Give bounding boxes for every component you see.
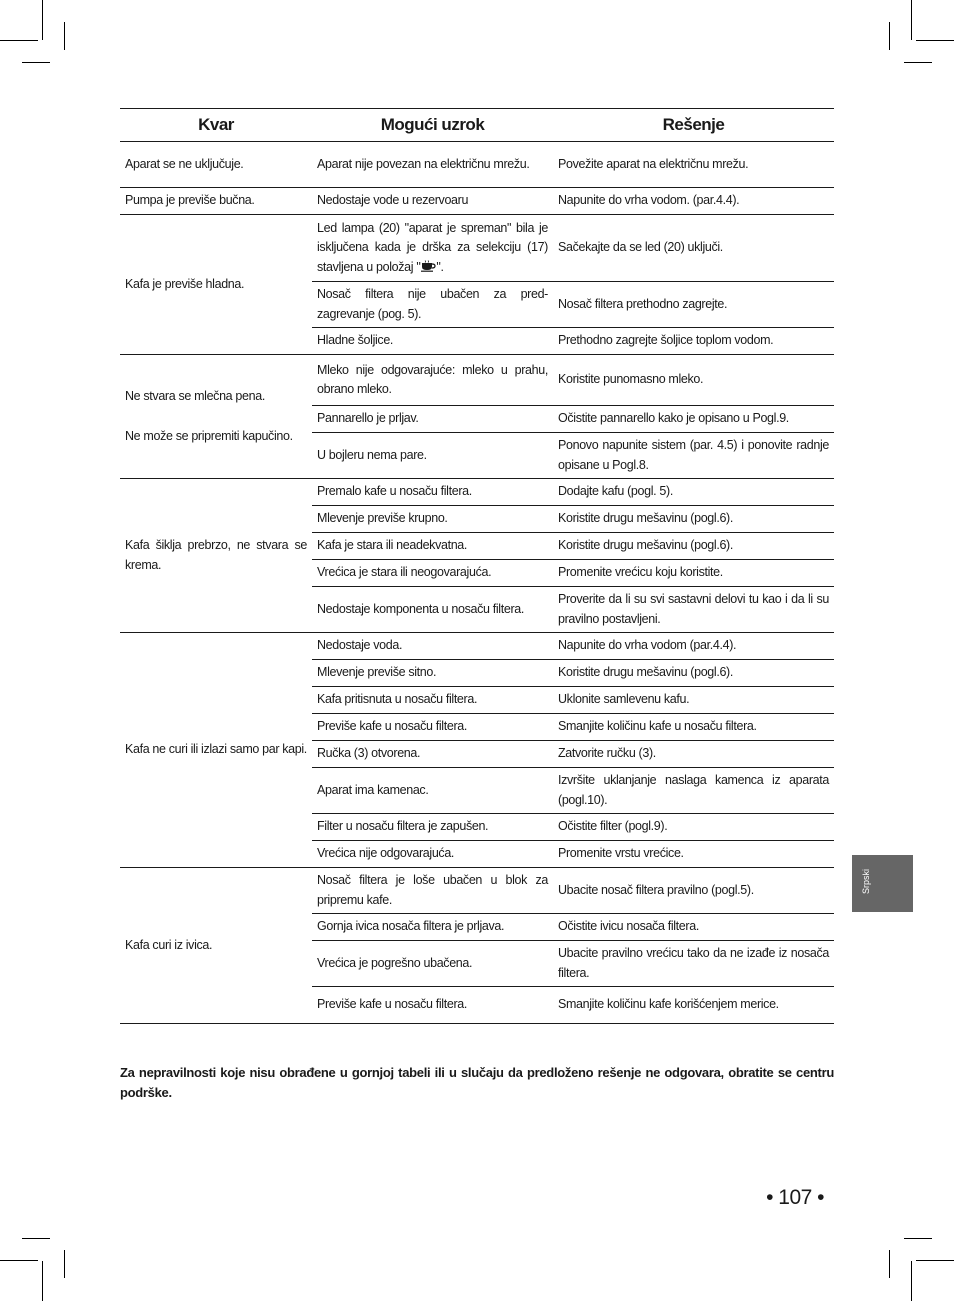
solution-cell: Izvršite uklanjanje naslaga kamenca iz aparata (pogl.10). [553,768,834,814]
solution-cell: Promenite vrećicu koju koristite. [553,560,834,587]
solution-cell: Zatvorite ručku (3). [553,741,834,768]
crop-mark [22,62,50,63]
table-row [120,868,834,914]
crop-mark [64,1250,65,1278]
cause-cell [312,215,553,282]
solution-cell: Uklonite samlevenu kafu. [553,687,834,714]
fault-cell [120,188,312,215]
cause-cell: Previše kafe u nosaču filtera. [312,987,553,1024]
solution-cell: Očistite pannarello kako je opisano u Pogl.9. [553,406,834,433]
cause-cell: Vrećica nije odgovarajuća. [312,841,553,868]
page-number: • 107 • [766,1186,824,1209]
solution-cell: Nosač filtera prethodno zagrejte. [553,282,834,328]
cause-cell: Previše kafe u nosaču filtera. [312,714,553,741]
cause-text-suffix: ". [436,259,444,274]
solution-cell: Ponovo napunite sistem (par. 4.5) i ponovite radnje opisane u Pogl.8. [553,433,834,479]
table-row [120,215,834,282]
fault-cell [120,868,312,1024]
cause-cell: Nedostaje voda. [312,633,553,660]
fault-text: Pumpa je previše bučna. [125,193,255,208]
fault-text: Kafa šiklja prebrzo, ne stvara se krema. [125,538,307,572]
crop-mark [911,1261,912,1301]
crop-mark [889,22,890,50]
solution-cell: Koristite drugu mešavinu (pogl.6). [553,533,834,560]
fault-text: Ne može se pripremiti kapučino. [125,428,293,443]
cause-cell: Vrećica je pogrešno ubačena. [312,941,553,987]
language-tab-label: Srpski [861,868,871,894]
solution-cell: Smanjite količinu kafe u nosaču filtera. [553,714,834,741]
solution-cell: Dodajte kafu (pogl. 5). [553,479,834,506]
crop-mark [42,1261,43,1301]
cause-cell: Premalo kafe u nosaču filtera. [312,479,553,506]
solution-cell: Koristite punomasno mleko. [553,355,834,406]
cause-cell: Mlevenje previše krupno. [312,506,553,533]
coffee-cup-icon [420,260,436,272]
fault-text: Kafa je previše hladna. [125,276,245,291]
header-cause: Mogući uzrok [312,109,553,142]
table-row [120,633,834,660]
fault-cell [120,633,312,868]
cause-cell: Mlevenje previše sitno. [312,660,553,687]
crop-mark [889,1250,890,1278]
troubleshooting-table [120,108,834,1024]
crop-mark [22,1238,50,1239]
solution-cell: Ubacite pravilno vrećicu tako da ne izađe iz nosača filtera. [553,941,834,987]
solution-cell: Sačekajte da se led (20) uključi. [553,215,834,282]
fault-cell [120,142,312,188]
solution-cell: Promenite vrstu vrećice. [553,841,834,868]
cause-cell: Hladne šoljice. [312,328,553,355]
table-header-row [120,109,834,142]
fault-text: Aparat se ne uključuje. [125,156,244,171]
crop-mark [916,1260,954,1261]
crop-mark [916,40,954,41]
support-note: Za nepravilnosti koje nisu obrađene u gornjoj tabeli ili u slučaju da predloženo rešenje ne odgovara, obratite se centru podrške. [120,1065,834,1100]
cause-cell: Nosač filtera nije ubačen za pred-zagrevanje (pog. 5). [312,282,553,328]
crop-mark [42,0,43,40]
fault-text: Kafa curi iz ivica. [125,937,213,952]
crop-mark [911,0,912,40]
solution-cell: Smanjite količinu kafe korišćenjem merice. [553,987,834,1024]
solution-cell: Očistite ivicu nosača filtera. [553,914,834,941]
cause-cell: Pannarello je prljav. [312,406,553,433]
table-row [120,188,834,215]
header-fault: Kvar [120,109,312,142]
cause-cell: Aparat nije povezan na električnu mrežu. [312,142,553,188]
fault-text: Ne stvara se mlečna pena. [125,389,265,403]
crop-mark [904,1238,932,1239]
cause-cell: Mleko nije odgovarajuće: mleko u prahu, obrano mleko. [312,355,553,406]
fault-cell [120,479,312,633]
solution-cell: Proverite da li su svi sastavni delovi tu kao i da li su pravilno postavljeni. [553,587,834,633]
cause-cell: Filter u nosaču filtera je zapušen. [312,814,553,841]
language-side-tab [852,855,913,912]
cause-cell: Nedostaje komponenta u nosaču filtera. [312,587,553,633]
solution-cell: Očistite filter (pogl.9). [553,814,834,841]
header-solution: Rešenje [553,109,834,142]
solution-cell: Povežite aparat na električnu mrežu. [553,142,834,188]
cause-cell: Aparat ima kamenac. [312,768,553,814]
fault-cell [120,215,312,355]
crop-mark [64,22,65,50]
cause-text: Led lampa (20) "aparat je spreman" bila je isključena kada je drška za selekciju (17) stavljena u položaj " [317,220,548,274]
crop-mark [0,40,38,41]
crop-mark [0,1260,38,1261]
cause-cell: Vrećica je stara ili neogovarajuća. [312,560,553,587]
solution-cell: Koristite drugu mešavinu (pogl.6). [553,506,834,533]
solution-cell: Prethodno zagrejte šoljice toplom vodom. [553,328,834,355]
table-row [120,142,834,188]
fault-text: Kafa ne curi ili izlazi samo par kapi. [125,742,307,757]
cause-cell: Kafa je stara ili neadekvatna. [312,533,553,560]
cause-cell: Nosač filtera je loše ubačen u blok za pripremu kafe. [312,868,553,914]
cause-cell: Kafa pritisnuta u nosaču filtera. [312,687,553,714]
solution-cell: Napunite do vrha vodom (par.4.4). [553,633,834,660]
cause-cell: Ručka (3) otvorena. [312,741,553,768]
solution-cell: Napunite do vrha vodom. (par.4.4). [553,188,834,215]
solution-cell: Ubacite nosač filtera pravilno (pogl.5). [553,868,834,914]
table-row [120,355,834,406]
cause-cell: Gornja ivica nosača filtera je prljava. [312,914,553,941]
table-row [120,479,834,506]
cause-cell: Nedostaje vode u rezervoaru [312,188,553,215]
solution-cell: Koristite drugu mešavinu (pogl.6). [553,660,834,687]
cause-cell: U bojleru nema pare. [312,433,553,479]
fault-cell [120,355,312,479]
crop-mark [904,62,932,63]
